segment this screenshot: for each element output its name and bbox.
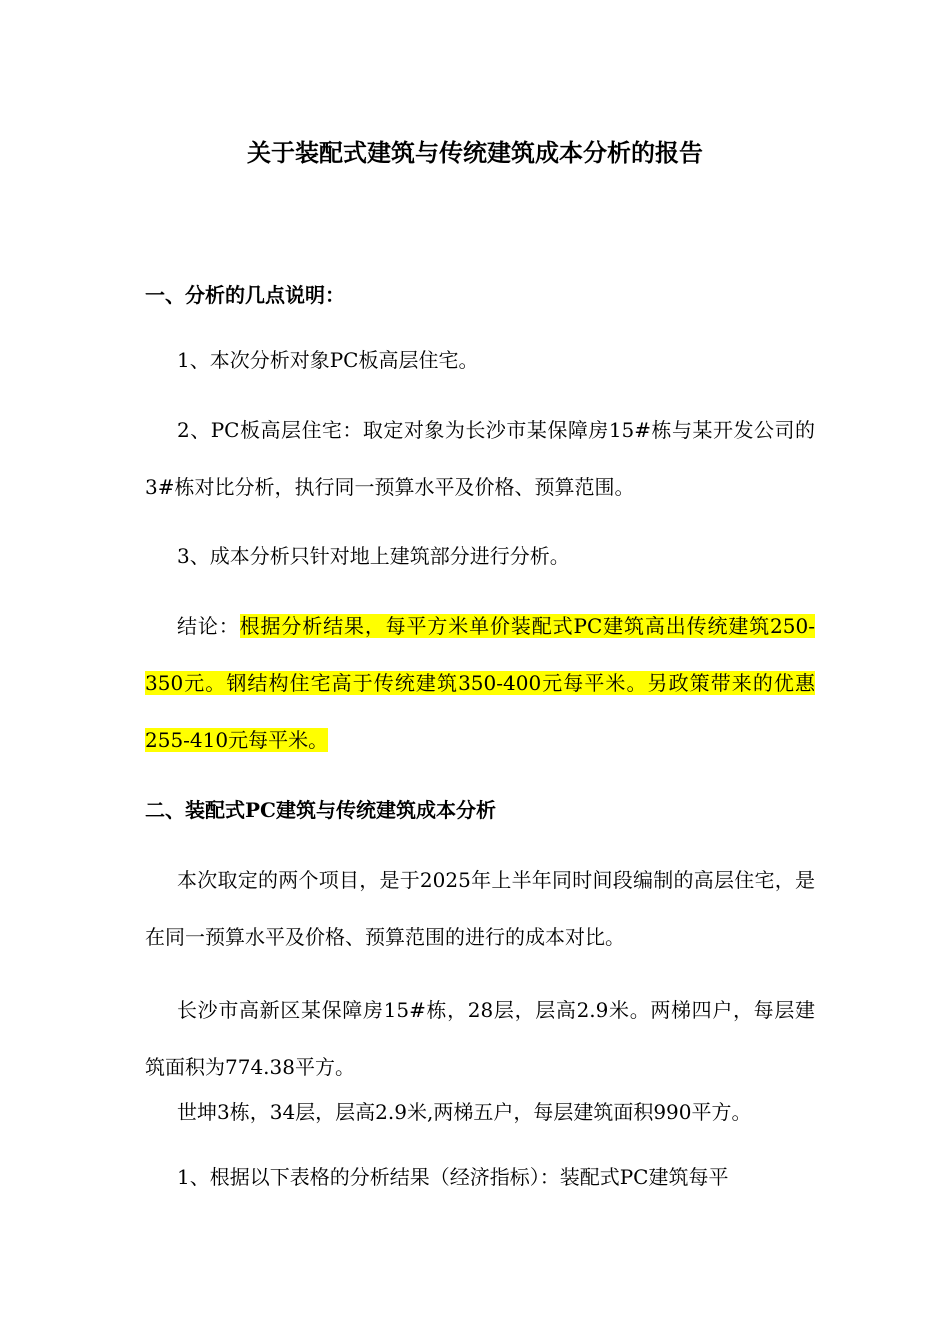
section-1-item-3: 3、成本分析只针对地上建筑部分进行分析。 xyxy=(177,544,570,568)
section-2-paragraph-2: 长沙市高新区某保障房15#栋，28层，层高2.9米。两梯四户，每层建筑面积为774.38平方。 xyxy=(145,998,815,1079)
document-title: 关于装配式建筑与传统建筑成本分析的报告 xyxy=(247,138,703,167)
section-1-item-2: 2、PC板高层住宅：取定对象为长沙市某保障房15#栋与某开发公司的3#栋对比分析，执行同一预算水平及价格、预算范围。 xyxy=(145,418,815,499)
conclusion-highlight-text: 根据分析结果，每平方米单价装配式PC建筑高出传统建筑250-350元。钢结构住宅高于传统建筑350-400元每平米。另政策带来的优惠255-410元每平米。 xyxy=(145,614,815,752)
section-2-heading: 二、装配式PC建筑与传统建筑成本分析 xyxy=(145,798,496,822)
section-1-conclusion xyxy=(145,598,815,769)
conclusion-label: 结论： xyxy=(177,614,240,638)
section-2-paragraph-4: 1、根据以下表格的分析结果（经济指标）：装配式PC建筑每平 xyxy=(177,1165,729,1189)
section-2-paragraph-3: 世坤3栋，34层，层高2.9米,两梯五户，每层建筑面积990平方。 xyxy=(177,1100,752,1124)
section-2-paragraph-1: 本次取定的两个项目，是于2025年上半年同时间段编制的高层住宅，是在同一预算水平及价格、预算范围的进行的成本对比。 xyxy=(145,868,815,949)
section-1-item-1: 1、本次分析对象PC板高层住宅。 xyxy=(177,348,479,372)
section-1-heading: 一、分析的几点说明： xyxy=(145,283,345,307)
